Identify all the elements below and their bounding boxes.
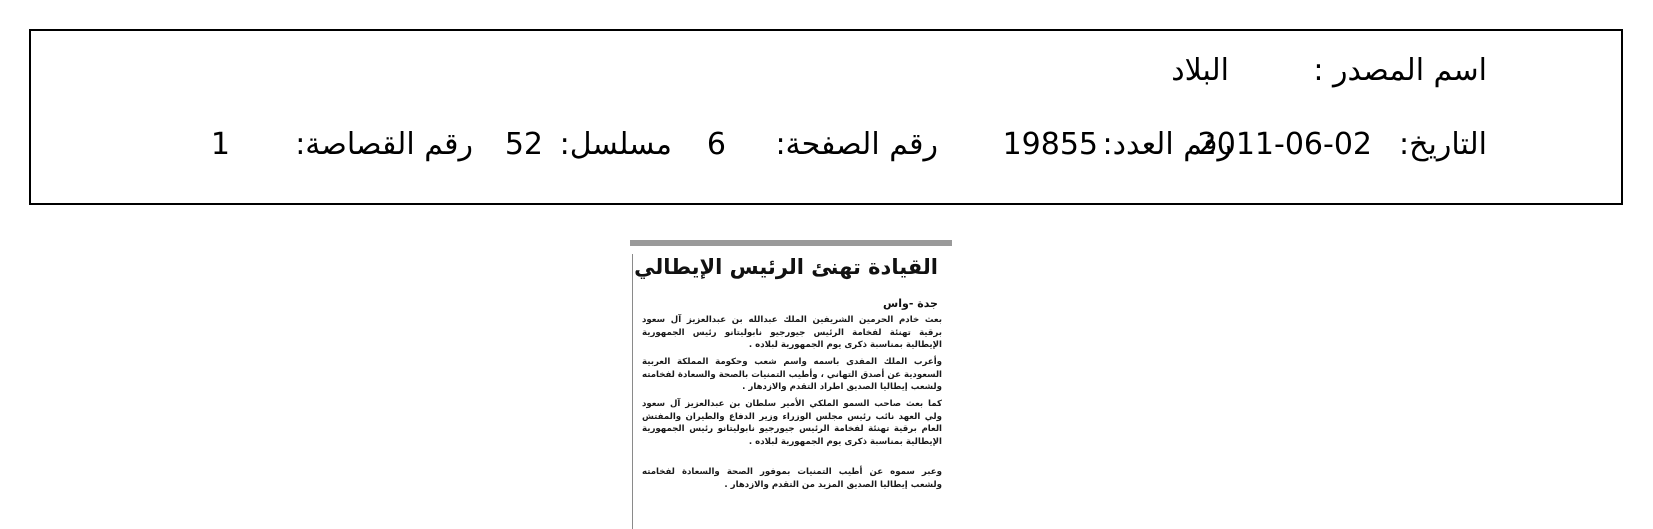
article-paragraph: وأعرب الملك المفدى باسمه واسم شعب وحكومة المملكة العربية السعودية عن أصدق التهاني ، وأطيب التمنيات بالصحة والسعادة لفخامته ولشعب إيطاليا الصديق اطراد التقدم والازدهار . [642,357,942,393]
date-value: 2011-06-02 [1197,127,1372,162]
serial-label: مسلسل: [559,127,672,162]
date-label: التاريخ: [1399,127,1487,162]
clipping-column-rule [632,254,633,529]
clipping-value: 1 [210,127,230,162]
source-label: اسم المصدر : [1313,53,1487,88]
issue-label: رقم العدد: [1102,127,1232,162]
clipping-label: رقم القصاصة: [295,127,473,162]
page-value: 6 [706,127,726,162]
page-label: رقم الصفحة: [775,127,938,162]
source-value: البلاد [1171,53,1229,88]
clipping-top-rule [630,240,952,246]
article-paragraph: كما بعث صاحب السمو الملكي الأمير سلطان بن عبدالعزيز آل سعود ولي العهد نائب رئيس مجلس الوزراء وزير الدفاع والطيران والمفتش العام برقية تهنئة لفخامة الرئيس جيورجيو نابوليتانو رئيس الجمهورية الإيطالية بمناسبة ذكرى يوم الجمهورية لبلاده . [642,399,942,447]
serial-value: 52 [504,127,543,162]
issue-value: 19855 [1002,127,1098,162]
article-dateline: جدة -واس [883,297,938,310]
article-headline: القيادة تهنئ الرئيس الإيطالي [634,255,938,279]
article-paragraph: وعبر سموه عن أطيب التمنيات بموفور الصحة والسعادة لفخامته ولشعب إيطاليا الصديق المزيد من التقدم والازدهار . [642,467,942,490]
article-paragraph: بعث خادم الحرمين الشريفين الملك عبدالله بن عبدالعزيز آل سعود برقية تهنئة لفخامة الرئيس جيورجيو نابوليتانو رئيس الجمهورية الإيطالية بمناسبة ذكرى يوم الجمهورية لبلاده . [642,315,942,351]
article-clipping [630,240,952,529]
